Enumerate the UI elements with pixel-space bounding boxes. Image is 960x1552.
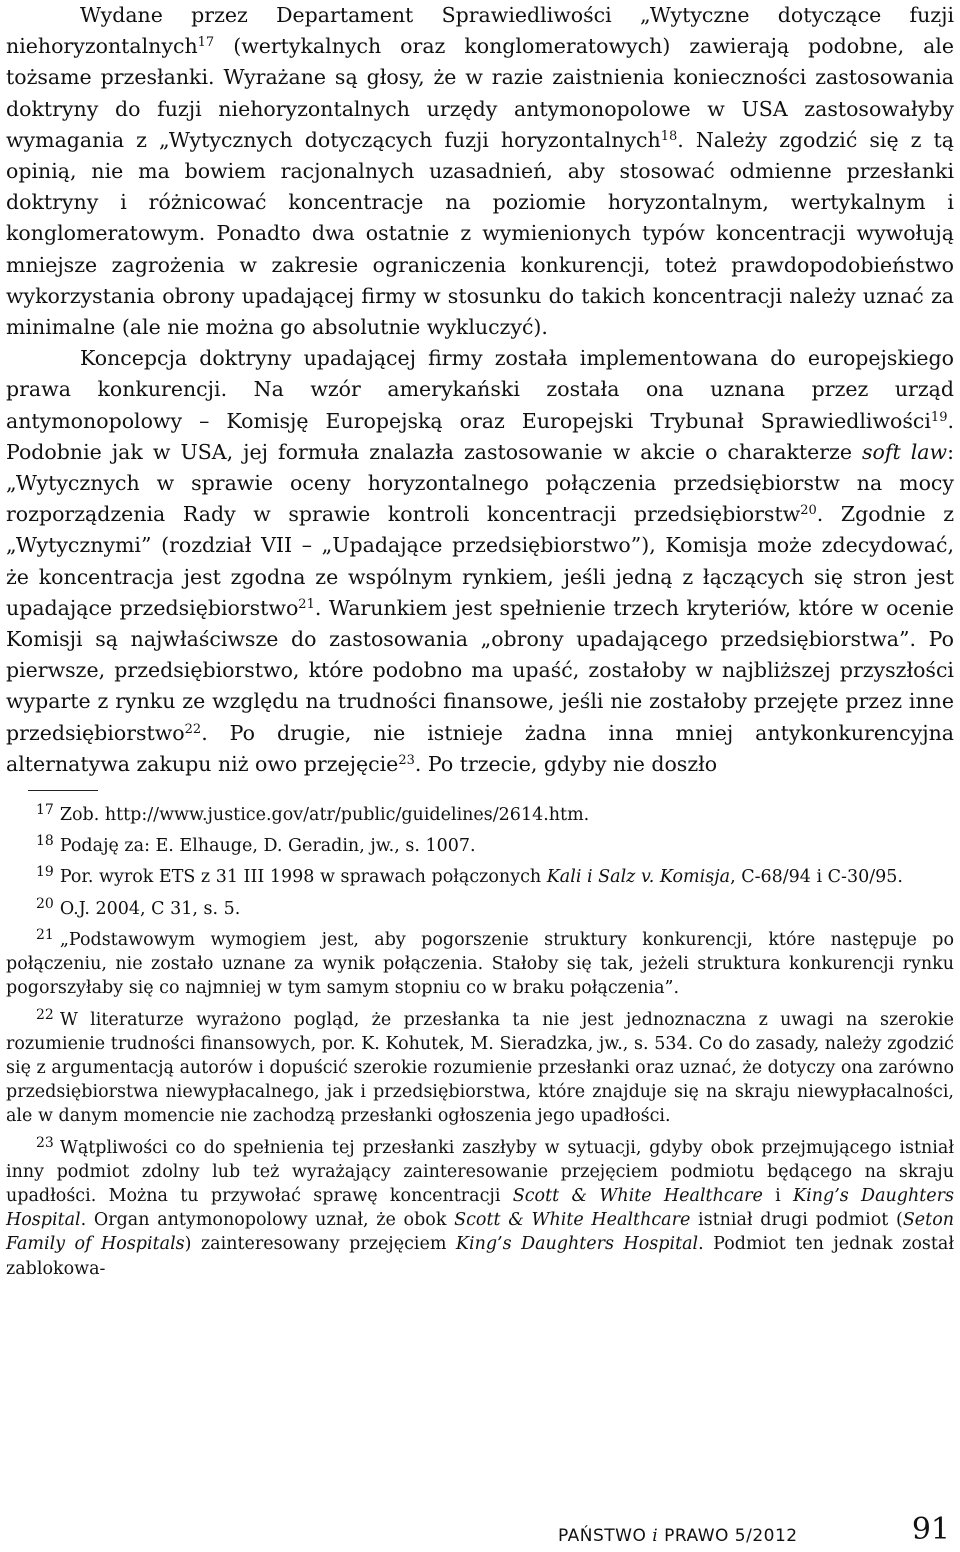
case-name: Scott & White Healthcare — [512, 1185, 763, 1206]
journal-name: PAŃSTWO — [558, 1526, 653, 1546]
footnote-text: Por. wyrok ETS z 31 III 1998 w sprawach połączonych — [59, 867, 547, 888]
text-run: . Po trzecie, gdyby nie doszło — [414, 751, 718, 776]
case-name: Scott & White Healthcare — [454, 1210, 691, 1231]
footnote-text: i — [762, 1185, 794, 1206]
text-run: (wertykalnych oraz konglomeratowych) zawierają podobne, ale tożsame przesłanki. Wyrażane są głosy, że w razie zaistnienia konieczności zastosowania doktryny do fuzji niehoryzontalnych urzędy antymonopolowe w USA zastosowałyby wymagania z „Wytycznych dotyczących fuzji horyzontalnych — [6, 34, 954, 152]
footnote-23 — [6, 1136, 954, 1281]
footnote-text: W literaturze wyrażono pogląd, że przesłanka ta nie jest jednoznaczna z uwagi na szerokie rozumienie trudności finansowych, por. K. Kohutek, M. Sieradzka, jw., s. 534. Co do zasady, należy zgodzić się z argumentacją autorów i dopuścić szerokie rozumienie przesłanki oraz uznać, że dotyczy ona zarówno przedsiębiorstwa niewypłacalnego, jak i przedsiębiorstwa, które znajduje się na skraju niewypłacalności, ale w danym momencie nie zachodzą przesłanki ogłoszenia jego upadłości. — [6, 1009, 954, 1127]
journal-title — [558, 1526, 798, 1546]
text-run: . Po drugie, nie istnieje żadna inna mniej antykonkurencyjna alternatywa zakupu niż owo przejęcie — [6, 720, 954, 776]
text-run: . Należy zgodzić się z tą opinią, nie ma bowiem racjonalnych uzasadnień, aby stosować odmienne przesłanki doktryny i różnicować koncentracje na poziomie horyzontalnym, wertykalnym i konglomeratowym. Ponadto dwa ostatnie z wymienionych typów koncentracji wywołują mniejsze zagrożenia w zakresie ograniczenia konkurencji, toteż prawdopodobieństwo wykorzystania obrony upadającej firmy w stosunku do takich koncentracji należy uznać za minimalne (ale nie można go absolutnie wykluczyć). — [6, 127, 954, 340]
footnote-number: 21 — [36, 926, 54, 943]
journal-page — [6, 0, 954, 1547]
footnote-17 — [6, 803, 954, 827]
footnote-text: „Podstawowym wymogiem jest, aby pogorszenie struktury konkurencji, które następuje po połączeniu, nie zostało uznane za wynik połączenia. Stałoby się tak, jeżeli struktura konkurencji rynku pogorszyłaby się co najmniej w tym samym stopniu co w braku połączenia”. — [6, 929, 954, 999]
text-run: Wydane przez Departament Sprawiedliwości „Wytyczne dotyczące fuzji niehoryzontalnych — [6, 3, 954, 59]
footnote-text: Wątpliwości co do spełnienia tej przesłanki zaszłyby w sytuacji, gdyby obok przejmującego istniał inny podmiot zdolny lub też wyrażający zainteresowanie przejęciem podmiotu będącego na skraju upadłości. Można tu przywołać sprawę koncentracji — [6, 1137, 954, 1206]
main-text — [6, 0, 954, 780]
footnote-number: 18 — [36, 833, 54, 850]
footnote-text[interactable]: Zob. http://www.justice.gov/atr/public/guidelines/2614.htm. — [59, 805, 590, 826]
journal-issue: PRAWO 5/2012 — [658, 1526, 798, 1546]
footnote-text: Podaję za: E. Elhauge, D. Geradin, jw., s. 1007. — [59, 836, 476, 857]
case-name: King’s Daughters Hospital — [6, 1185, 954, 1231]
footnote-text: . Organ antymonopolowy uznał, że obok — [80, 1210, 455, 1231]
case-name: Seton Family of Hospitals — [6, 1210, 954, 1255]
footnote-ref[interactable]: 22 — [184, 721, 202, 737]
italic-term: soft law — [862, 439, 948, 464]
page-number: 91 — [911, 1512, 950, 1547]
footnote-19 — [6, 865, 954, 889]
footnote-number: 22 — [36, 1006, 54, 1023]
footnote-18 — [6, 834, 954, 858]
footnote-text: , C-68/94 i C-30/95. — [730, 867, 903, 888]
footnote-ref[interactable]: 19 — [930, 409, 948, 425]
footnote-21 — [6, 928, 954, 1001]
footnote-20 — [6, 897, 954, 921]
footnotes — [6, 803, 954, 1281]
footnote-text: O.J. 2004, C 31, s. 5. — [59, 898, 241, 919]
footnote-text: istniał drugi podmiot ( — [690, 1210, 903, 1231]
text-run: : „Wytycznych w sprawie oceny horyzontalnego połączenia przedsiębiorstw na mocy rozporządzenia Rady w sprawie kontroli koncentracji przedsiębiorstw — [6, 439, 954, 527]
footnote-ref[interactable]: 18 — [660, 128, 678, 144]
case-name: King’s Daughters Hospital — [455, 1234, 699, 1255]
footnote-number: 19 — [36, 864, 54, 881]
footnote-22 — [6, 1008, 954, 1129]
journal-name-italic: i — [652, 1526, 659, 1546]
footnote-ref[interactable]: 21 — [298, 596, 315, 612]
footnote-number: 17 — [36, 802, 54, 819]
text-run: . Podobnie jak w USA, jej formuła znalazła zastosowanie w akcie o charakterze — [6, 408, 954, 464]
footnote-divider — [28, 790, 98, 791]
text-run: Koncepcja doktryny upadającej firmy została implementowana do europejskiego prawa konkurencji. Na wzór amerykański została ona uznana przez urząd antymonopolowy – Komisję Europejską oraz Europejski Trybunał Sprawiedliwości — [6, 346, 954, 433]
footnote-ref[interactable]: 23 — [398, 752, 415, 768]
paragraph — [6, 343, 954, 780]
paragraph — [6, 0, 954, 343]
footnote-text: ) zainteresowany przejęciem — [184, 1234, 456, 1255]
footnote-ref[interactable]: 20 — [800, 503, 817, 519]
footnote-number: 20 — [36, 895, 54, 912]
text-run: . Warunkiem jest spełnienie trzech kryteriów, które w ocenie Komisji są najwłaściwsze do zastosowania „obrony upadającego przedsiębiorstwa”. Po pierwsze, przedsiębiorstwo, które podobno ma upaść, zostałoby w najbliższej przyszłości wyparte z rynku ze względu na trudności finansowe, jeśli nie zostałoby przejęte przez inne przedsiębiorstwo — [6, 595, 954, 745]
case-name: Kali i Salz v. Komisja — [546, 867, 731, 888]
footnote-ref[interactable]: 17 — [197, 35, 215, 51]
footnote-number: 23 — [36, 1134, 54, 1151]
page-footer — [6, 1512, 954, 1552]
footnote-text: . Podmiot ten jednak został zablokowa- — [6, 1234, 954, 1279]
text-run: . Zgodnie z „Wytycznymi” (rozdział VII – „Upadające przedsiębiorstwo”), Komisja może zdecydować, że koncentracja jest zgodna ze wspólnym rynkiem, jeśli jedną z łączących się stron jest upadające przedsiębiorstwo — [6, 502, 954, 620]
